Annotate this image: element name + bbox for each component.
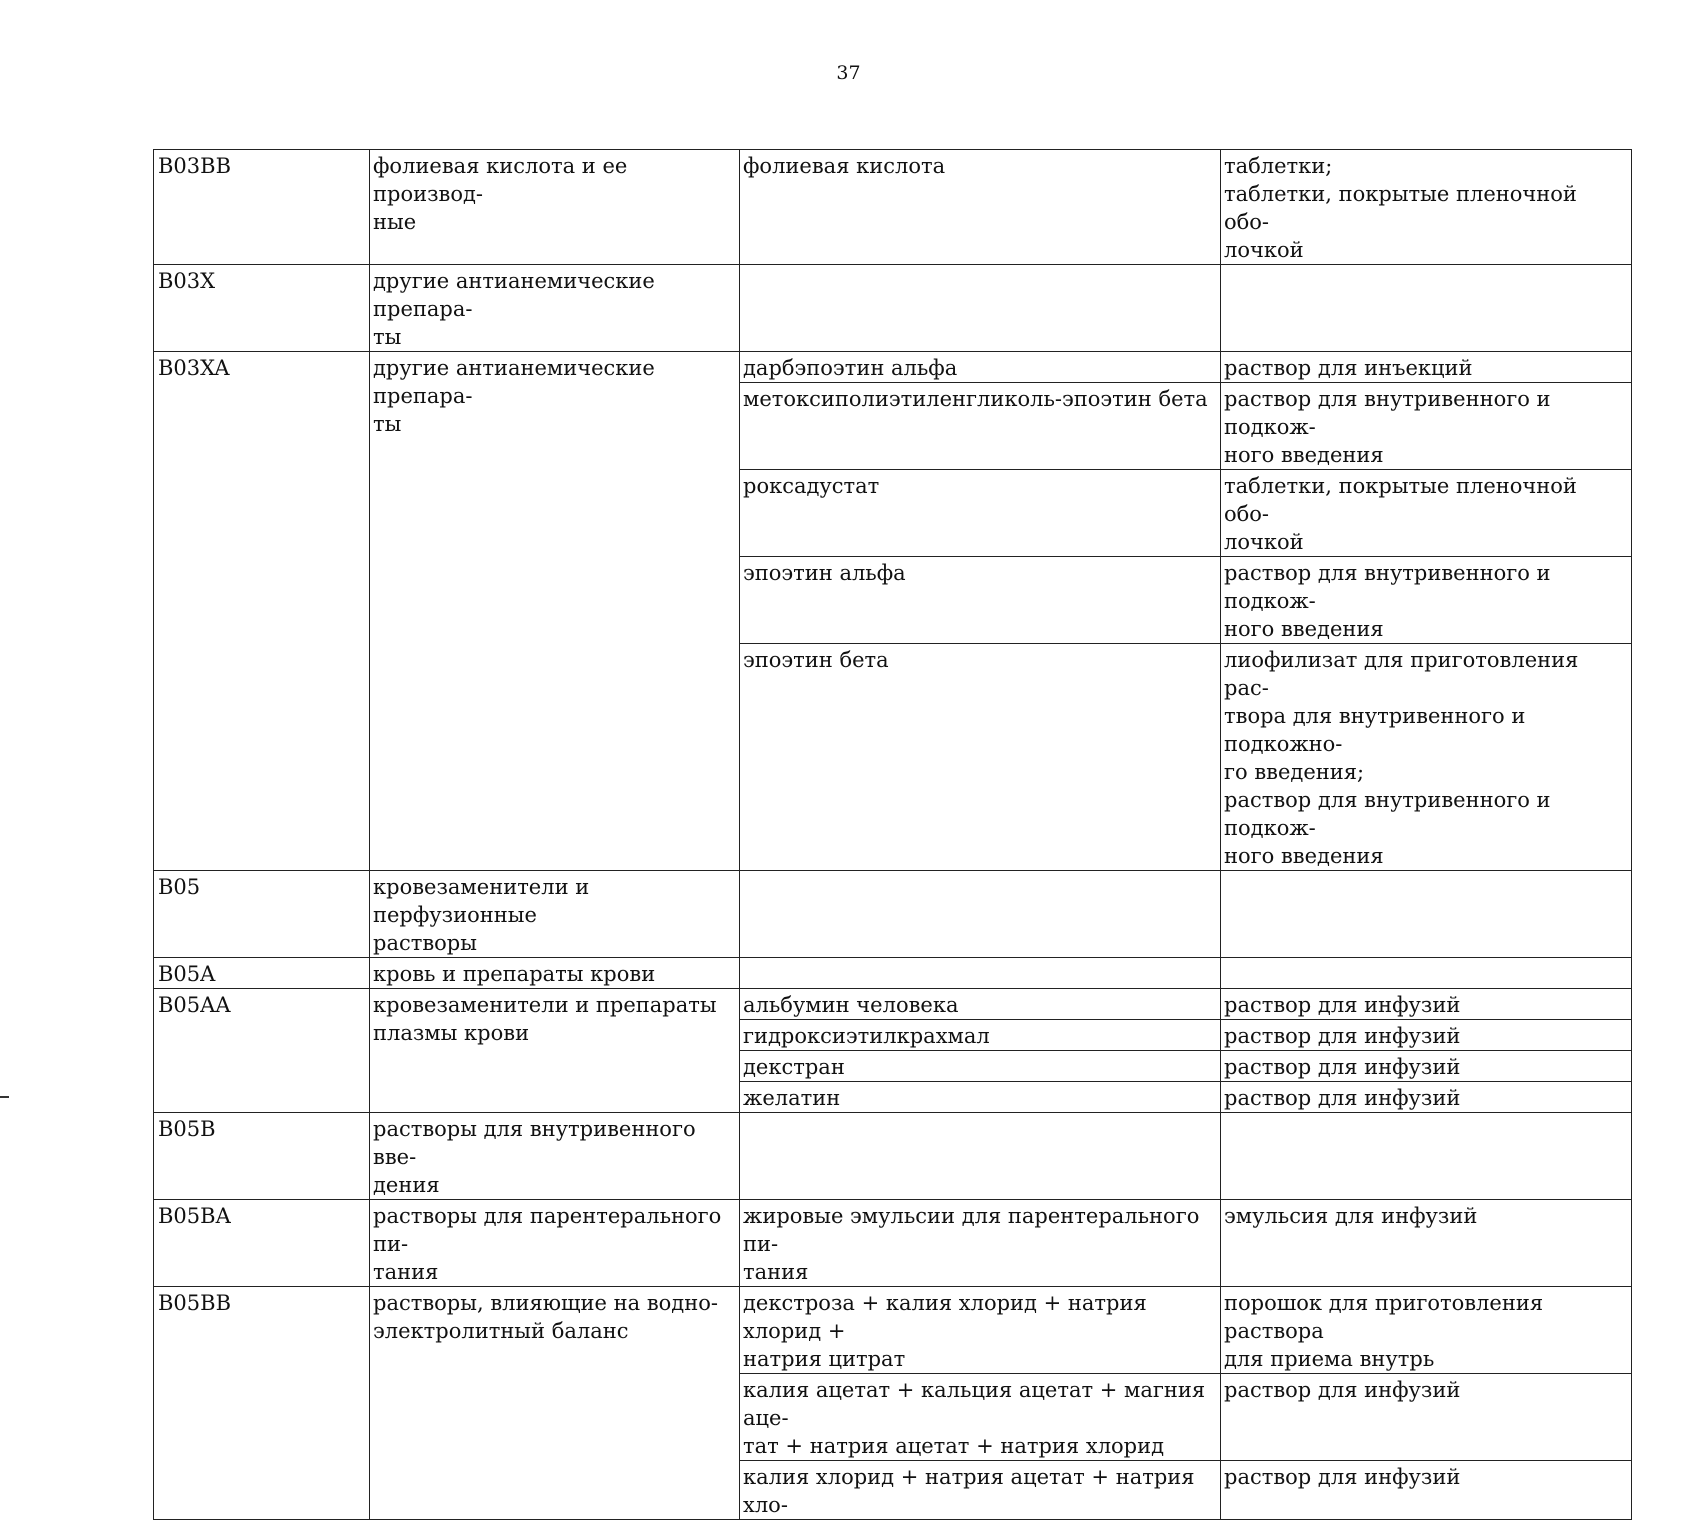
- atc-code-cell: B05BB: [154, 1287, 370, 1520]
- dosage-form-cell: [1221, 958, 1632, 989]
- margin-mark: [0, 1096, 9, 1098]
- drug-name-cell: жировые эмульсии для парентерального пи- тания: [740, 1200, 1221, 1287]
- dosage-form-cell: раствор для инфузий: [1221, 1461, 1632, 1520]
- atc-code-cell: B03XA: [154, 352, 370, 871]
- atc-code-cell: B03X: [154, 265, 370, 352]
- dosage-form-cell: порошок для приготовления раствора для приема внутрь: [1221, 1287, 1632, 1374]
- table-row: [154, 150, 1632, 265]
- dosage-form-cell: раствор для внутривенного и подкож- ного введения: [1221, 383, 1632, 470]
- group-name-cell: фолиевая кислота и ее производ- ные: [370, 150, 740, 265]
- table-row: [154, 265, 1632, 352]
- drug-name-cell: эпоэтин альфа: [740, 557, 1221, 644]
- table-row: [154, 958, 1632, 989]
- table-row: [154, 1287, 1632, 1374]
- drug-name-cell: эпоэтин бета: [740, 644, 1221, 871]
- dosage-form-cell: раствор для инъекций: [1221, 352, 1632, 383]
- table-row: [154, 989, 1632, 1020]
- dosage-form-cell: лиофилизат для приготовления рас- твора для внутривенного и подкожно- го введения; раствор для внутривенного и подкож- ного введения: [1221, 644, 1632, 871]
- atc-code-cell: B05A: [154, 958, 370, 989]
- dosage-form-cell: [1221, 1113, 1632, 1200]
- dosage-form-cell: раствор для внутривенного и подкож- ного введения: [1221, 557, 1632, 644]
- drug-name-cell: фолиевая кислота: [740, 150, 1221, 265]
- atc-code-cell: B03BB: [154, 150, 370, 265]
- dosage-form-cell: раствор для инфузий: [1221, 1374, 1632, 1461]
- drug-name-cell: гидроксиэтилкрахмал: [740, 1020, 1221, 1051]
- atc-code-cell: B05AA: [154, 989, 370, 1113]
- dosage-form-cell: эмульсия для инфузий: [1221, 1200, 1632, 1287]
- drug-name-cell: роксадустат: [740, 470, 1221, 557]
- drug-name-cell: альбумин человека: [740, 989, 1221, 1020]
- atc-code-cell: B05B: [154, 1113, 370, 1200]
- dosage-form-cell: таблетки, покрытые пленочной обо- лочкой: [1221, 470, 1632, 557]
- dosage-form-cell: таблетки; таблетки, покрытые пленочной обо- лочкой: [1221, 150, 1632, 265]
- dosage-form-cell: раствор для инфузий: [1221, 1051, 1632, 1082]
- drug-name-cell: [740, 265, 1221, 352]
- group-name-cell: растворы, влияющие на водно- электролитный баланс: [370, 1287, 740, 1520]
- page-number: 37: [836, 62, 861, 84]
- group-name-cell: кровезаменители и препараты плазмы крови: [370, 989, 740, 1113]
- drug-name-cell: [740, 958, 1221, 989]
- dosage-form-cell: раствор для инфузий: [1221, 1082, 1632, 1113]
- group-name-cell: растворы для внутривенного вве- дения: [370, 1113, 740, 1200]
- table-row: [154, 1200, 1632, 1287]
- drug-name-cell: [740, 1113, 1221, 1200]
- drug-name-cell: декстран: [740, 1051, 1221, 1082]
- group-name-cell: кровезаменители и перфузионные растворы: [370, 871, 740, 958]
- dosage-form-cell: [1221, 265, 1632, 352]
- drug-name-cell: калия хлорид + натрия ацетат + натрия хло-: [740, 1461, 1221, 1520]
- drug-classification-table: [153, 149, 1632, 1520]
- group-name-cell: растворы для парентерального пи- тания: [370, 1200, 740, 1287]
- group-name-cell: другие антианемические препара- ты: [370, 265, 740, 352]
- drug-name-cell: калия ацетат + кальция ацетат + магния аце- тат + натрия ацетат + натрия хлорид: [740, 1374, 1221, 1461]
- drug-name-cell: метоксиполиэтиленгликоль-эпоэтин бета: [740, 383, 1221, 470]
- table-row: [154, 871, 1632, 958]
- atc-code-cell: B05: [154, 871, 370, 958]
- drug-name-cell: желатин: [740, 1082, 1221, 1113]
- dosage-form-cell: раствор для инфузий: [1221, 1020, 1632, 1051]
- atc-code-cell: B05BA: [154, 1200, 370, 1287]
- drug-name-cell: [740, 871, 1221, 958]
- drug-name-cell: декстроза + калия хлорид + натрия хлорид + натрия цитрат: [740, 1287, 1221, 1374]
- dosage-form-cell: раствор для инфузий: [1221, 989, 1632, 1020]
- group-name-cell: другие антианемические препара- ты: [370, 352, 740, 871]
- table-row: [154, 352, 1632, 383]
- dosage-form-cell: [1221, 871, 1632, 958]
- group-name-cell: кровь и препараты крови: [370, 958, 740, 989]
- table-row: [154, 1113, 1632, 1200]
- drug-name-cell: дарбэпоэтин альфа: [740, 352, 1221, 383]
